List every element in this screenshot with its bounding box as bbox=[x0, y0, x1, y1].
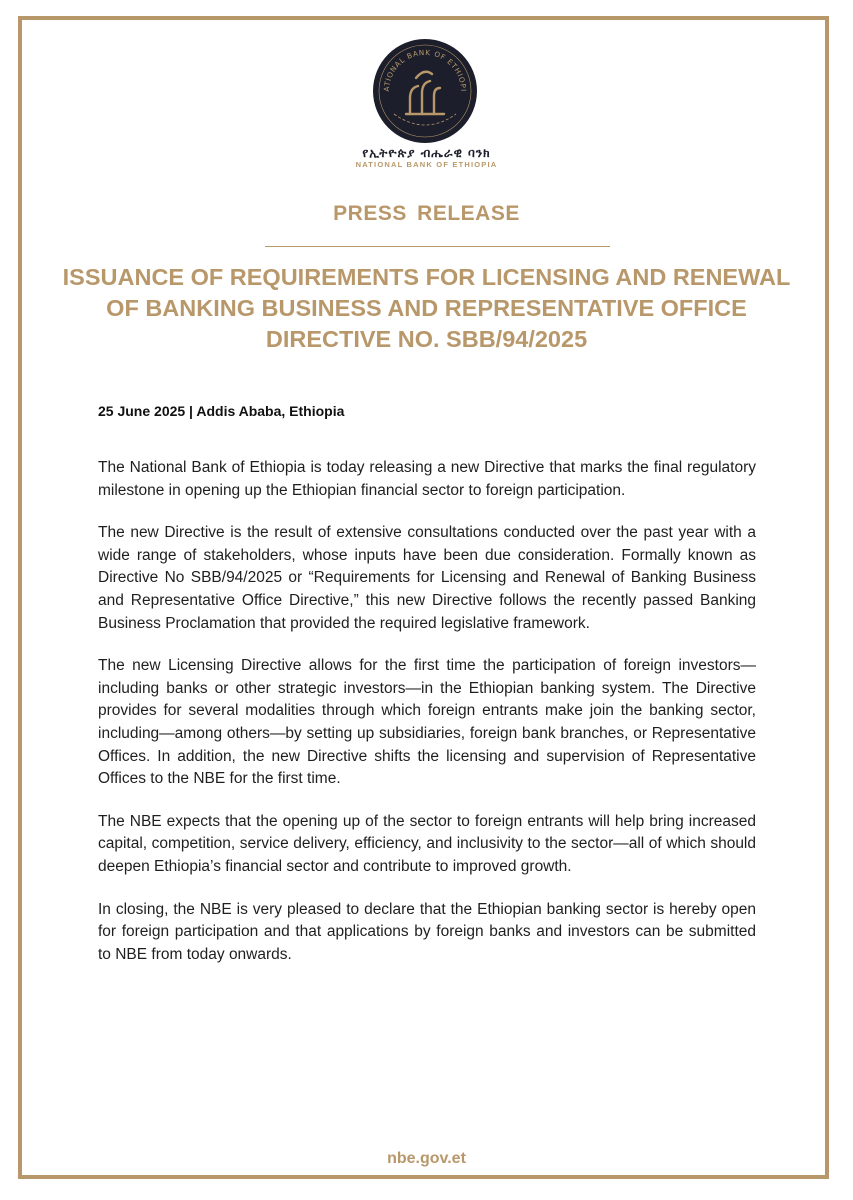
press-body bbox=[98, 457, 756, 986]
seal-ring-text: ATIONAL BANK OF ETHIOPI bbox=[381, 47, 469, 93]
paragraph: The NBE expects that the opening up of the sector to foreign entrants will help bring increased capital, competition, service delivery, efficiency, and inclusivity to the sector—all of which should deepen Ethiopia’s financial sector and contribute to improved growth. bbox=[98, 812, 756, 875]
seal-amharic-name: የኢትዮጵያ ብሔራዊ ባንክ bbox=[362, 146, 491, 160]
paragraph: The National Bank of Ethiopia is today releasing a new Directive that marks the final regulatory milestone in opening up the Ethiopian financial sector to foreign participation. bbox=[98, 459, 756, 499]
dateline: 25 June 2025 | Addis Ababa, Ethiopia bbox=[98, 403, 345, 419]
nbe-seal-icon bbox=[372, 38, 478, 144]
press-release-title: PRESS RELEASE bbox=[333, 202, 520, 225]
headline: ISSUANCE OF REQUIREMENTS FOR LICENSING AND RENEWAL OF BANKING BUSINESS AND REPRESENTATIVE OFFICE DIRECTIVE NO. SBB/94/2025 bbox=[62, 264, 791, 352]
paragraph: The new Directive is the result of extensive consultations conducted over the past year with a wide range of stakeholders, whose inputs have been due consideration. Formally known as Directive No SBB/94/2025 or “Requirements for Licensing and Renewal of Banking Business and Representative Office Directive,” this new Directive follows the recently passed Banking Business Proclamation that provided the required legislative framework. bbox=[98, 524, 756, 632]
website-link[interactable]: nbe.gov.et bbox=[387, 1150, 466, 1167]
seal-english-name: NATIONAL BANK OF ETHIOPIA bbox=[355, 160, 498, 169]
title-divider bbox=[265, 246, 610, 247]
paragraph: In closing, the NBE is very pleased to declare that the Ethiopian banking sector is hereby open for foreign participation and that applications by foreign banks and investors can be submitted to NBE from today onwards. bbox=[98, 900, 756, 963]
paragraph: The new Licensing Directive allows for the first time the participation of foreign investors— including banks or other strategic investors—in the Ethiopian banking system. The Directive provides for several modalities through which foreign entrants make join the banking sector, including—among others—by setting up subsidiaries, foreign bank branches, or Representative Offices. In addition, the new Directive shifts the licensing and supervision of Representative Offices to the NBE for the first time. bbox=[98, 657, 756, 788]
